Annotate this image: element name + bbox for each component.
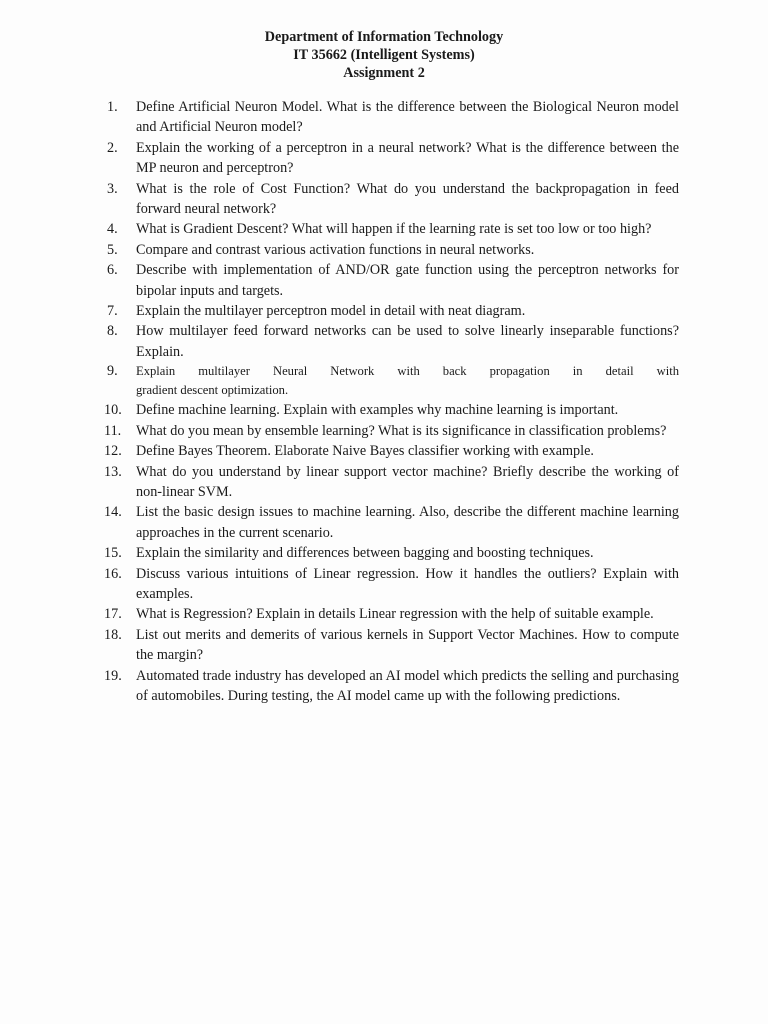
question-text: What is the role of Cost Function? What do you understand the backpropagation in feed forward neural network?	[136, 180, 679, 218]
question-number: 2.	[107, 139, 118, 156]
question-item	[107, 260, 679, 301]
question-item	[104, 543, 679, 563]
question-list	[104, 97, 679, 706]
question-text: Define Bayes Theorem. Elaborate Naive Bayes classifier working with example.	[136, 443, 594, 460]
question-item	[104, 666, 679, 707]
question-text: What is Gradient Descent? What will happen if the learning rate is set too low or too high?	[136, 221, 652, 238]
assignment-title: Assignment 2	[343, 65, 425, 81]
question-text: List the basic design issues to machine learning. Also, describe the different machine learning approaches in the current scenario.	[136, 504, 679, 541]
question-item	[104, 564, 679, 605]
question-item	[104, 604, 679, 624]
question-number: 18.	[104, 626, 122, 643]
question-number: 13.	[104, 463, 122, 480]
question-text	[136, 362, 679, 397]
question-item	[107, 219, 679, 239]
department-title: Department of Information Technology	[264, 29, 504, 45]
question-number: 6.	[107, 262, 118, 279]
question-text: How multilayer feed forward networks can be used to solve linearly inseparable functions? Explain.	[136, 323, 679, 360]
question-text: Explain the multilayer perceptron model in detail with neat diagram.	[136, 303, 526, 320]
question-number: 8.	[107, 323, 118, 340]
question-item	[107, 240, 679, 260]
question-item	[104, 400, 679, 420]
question-item	[104, 441, 679, 461]
question-item	[107, 321, 679, 362]
question-item	[104, 625, 679, 666]
question-number: 3.	[107, 180, 118, 197]
question-number: 1.	[107, 99, 118, 115]
question-item	[107, 138, 679, 179]
question-item	[104, 502, 679, 543]
question-item	[107, 179, 679, 220]
question-number: 9.	[107, 363, 118, 380]
question-text: List out merits and demerits of various kernels in Support Vector Machines. How to compute the margin?	[136, 626, 679, 664]
question-text: Define Artificial Neuron Model. What is the difference between the Biological Neuron model and Artificial Neuron model?	[136, 99, 679, 136]
question-text: What do you understand by linear support vector machine? Briefly describe the working of non-linear SVM.	[136, 463, 679, 500]
question-number: 19.	[104, 667, 122, 684]
question-number: 14.	[104, 504, 122, 521]
question-number: 16.	[104, 565, 122, 582]
question-number: 4.	[107, 221, 118, 238]
question-item	[107, 97, 679, 138]
question-text: Define machine learning. Explain with examples why machine learning is important.	[136, 402, 619, 419]
question-number: 17.	[104, 606, 122, 623]
question-text-line: gradient descent optimization.	[136, 383, 289, 398]
question-item	[104, 462, 679, 503]
question-text: Discuss various intuitions of Linear regression. How it handles the outliers? Explain with examples.	[136, 565, 679, 602]
question-item	[107, 362, 679, 400]
question-number: 12.	[104, 443, 122, 460]
question-text: Describe with implementation of AND/OR gate function using the perceptron networks for bipolar inputs and targets.	[136, 262, 679, 299]
question-text: Explain the similarity and differences between bagging and boosting techniques.	[136, 545, 594, 562]
question-text: What is Regression? Explain in details Linear regression with the help of suitable example.	[136, 606, 654, 623]
question-text: What do you mean by ensemble learning? What is its significance in classification problems?	[136, 422, 667, 439]
question-text: Explain the working of a perceptron in a neural network? What is the difference between the MP neuron and perceptron?	[136, 139, 679, 177]
question-number: 7.	[107, 303, 118, 320]
question-number: 11.	[104, 422, 122, 439]
question-item	[104, 421, 679, 441]
question-text-line: Explain multilayer Neural Network with back propagation in detail with	[136, 364, 679, 379]
question-number: 10.	[104, 402, 122, 419]
question-text: Compare and contrast various activation functions in neural networks.	[136, 241, 535, 258]
question-item	[107, 301, 679, 321]
course-title: IT 35662 (Intelligent Systems)	[293, 47, 475, 63]
question-number: 15.	[104, 545, 122, 562]
question-number: 5.	[107, 241, 118, 258]
question-text: Automated trade industry has developed an AI model which predicts the selling and purchasing of automobiles. During testing, the AI model came up with the following predictions.	[136, 667, 679, 704]
document-header	[0, 28, 768, 82]
